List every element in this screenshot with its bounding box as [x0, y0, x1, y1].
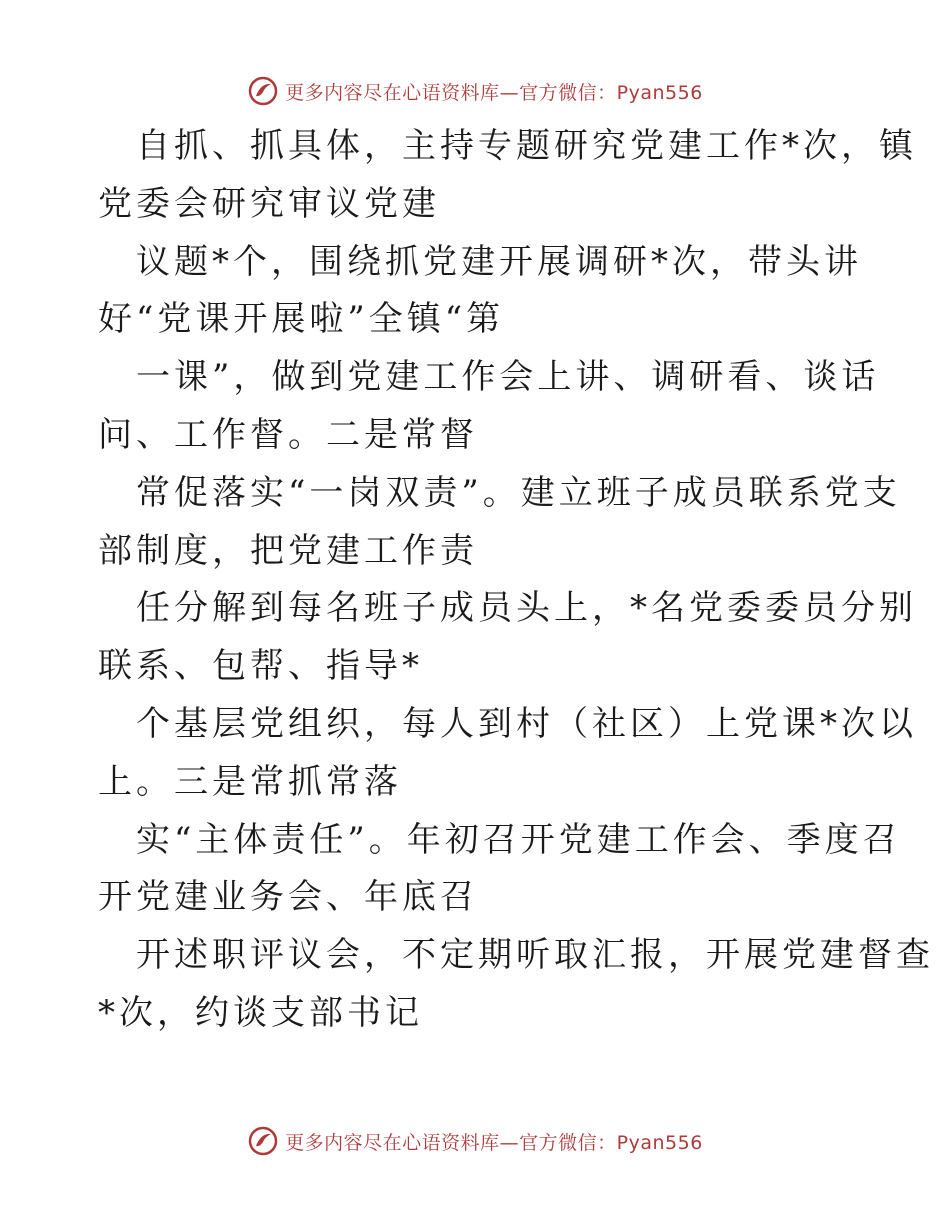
body-line: 常促落实“一岗双责”。建立班子成员联系党支 [136, 472, 901, 513]
body-line: 一课”，做到党建工作会上讲、调研看、谈话 [136, 357, 880, 398]
body-line: 问、工作督。二是常督 [98, 414, 478, 455]
footer-separator: — [499, 1131, 520, 1154]
body-line: 议题*个，围绕抓党建开展调研*次，带头讲 [136, 241, 862, 282]
header-contact-text: 官方微信：Pyan556 [519, 81, 703, 104]
header-separator: — [499, 81, 520, 104]
body-line: 部制度，把党建工作责 [98, 530, 478, 571]
body-line: 好“党课开展啦”全镇“第 [98, 299, 505, 340]
body-line: 党委会研究审议党建 [98, 183, 440, 224]
footer-watermark-banner [0, 1121, 950, 1161]
body-line: 上。三是常抓常落 [98, 761, 402, 802]
body-line: *次，约谈支部书记 [98, 992, 423, 1033]
header-watermark-banner [0, 71, 950, 111]
body-line: 实“主体责任”。年初召开党建工作会、季度召 [136, 819, 901, 860]
body-line: 开党建业务会、年底召 [98, 877, 478, 918]
footer-contact-text: 官方微信：Pyan556 [519, 1131, 703, 1154]
brand-logo-icon [247, 75, 279, 107]
body-line: 自抓、抓具体，主持专题研究党建工作*次，镇 [136, 126, 917, 166]
body-line: 任分解到每名班子成员头上，*名党委委员分别 [136, 588, 917, 629]
body-line: 个基层党组织，每人到村（社区）上党课*次以 [136, 703, 917, 744]
body-line: 联系、包帮、指导* [98, 646, 423, 687]
brand-logo-icon [247, 1125, 279, 1157]
body-line: 开述职评议会，不定期听取汇报，开展党建督查 [136, 935, 934, 976]
document-body [98, 118, 934, 1043]
header-site-text: 更多内容尽在心语资料库 [285, 81, 500, 104]
footer-site-text: 更多内容尽在心语资料库 [285, 1131, 500, 1154]
